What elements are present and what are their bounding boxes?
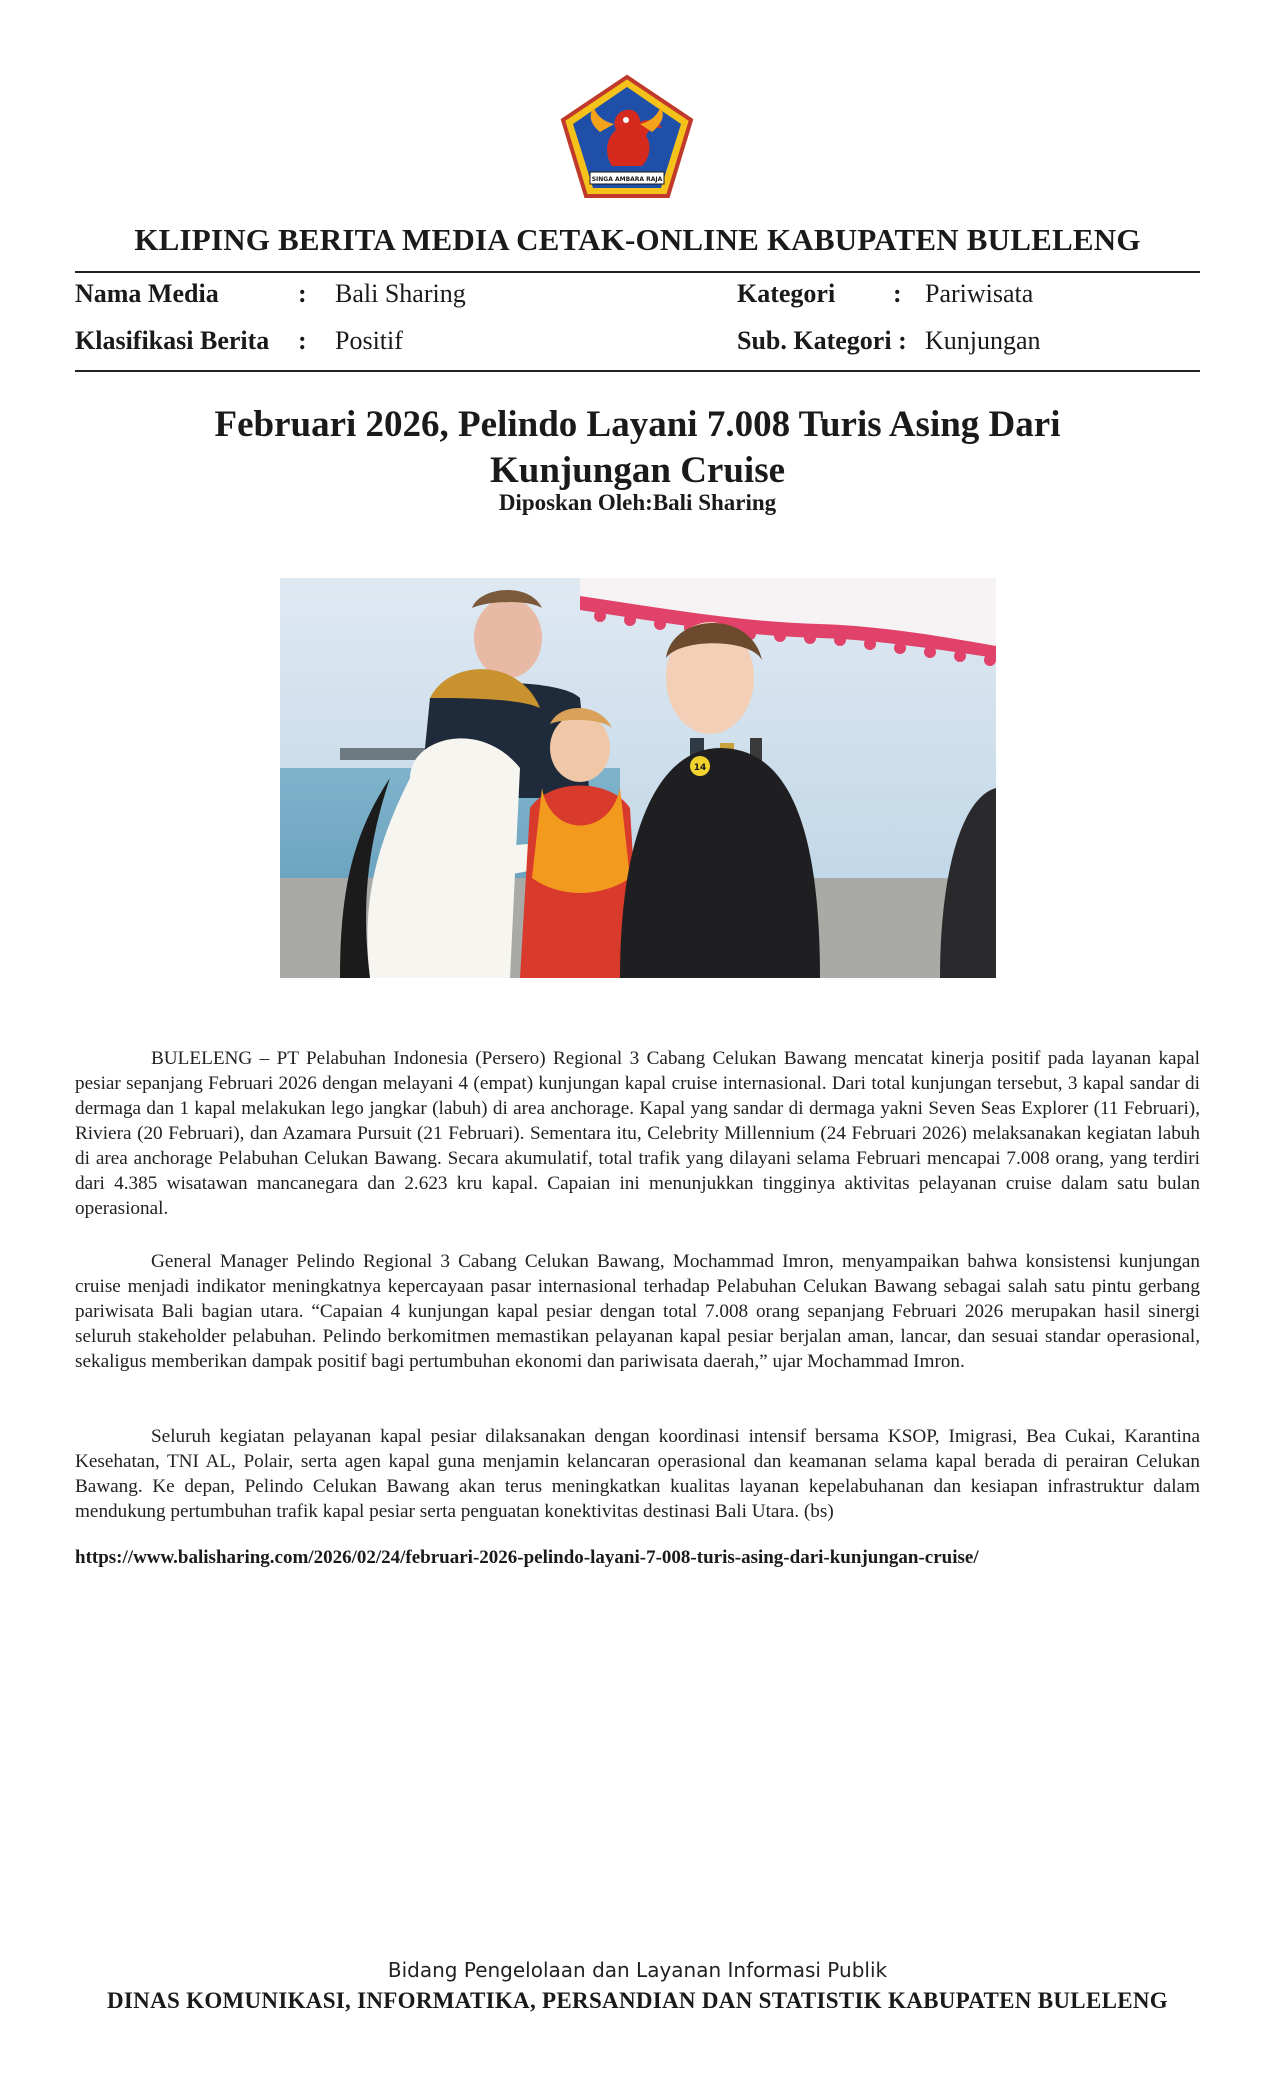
- article-title: Februari 2026, Pelindo Layani 7.008 Turis Asing Dari Kunjungan Cruise: [214, 404, 1061, 491]
- source-url: https://www.balisharing.com/2026/02/24/februari-2026-pelindo-layani-7-008-turis-asing-dari-kunjungan-cruise/: [75, 1547, 979, 1568]
- kategori-colon: :: [893, 279, 902, 308]
- kategori-label: Kategori: [737, 279, 836, 308]
- article-paragraph-1: [75, 1046, 1200, 1221]
- kategori-value: Pariwisata: [925, 279, 1034, 308]
- paragraph-text: General Manager Pelindo Regional 3 Cabang Celukan Bawang, Mochammad Imron, menyampaikan bahwa konsistensi kunjungan cruise menjadi indikator meningkatnya kepercayaan pasar internasional terhadap Pelabuhan Celukan Bawang sebagai salah satu pintu gerbang pariwisata Bali bagian utara. “Capaian 4 kunjungan kapal pesiar dengan total 7.008 orang sepanjang Februari 2026 merupakan hasil sinergi seluruh stakeholder pelabuhan. Pelindo berkomitmen memastikan pelayanan kapal pesiar berjalan aman, lancar, dan sesuai standar operasional, sekaligus memberikan dampak positif bagi pertumbuhan ekonomi dan pariwisata daerah,” ujar Mochammad Imron.: [75, 1251, 1200, 1372]
- footer-title: DINAS KOMUNIKASI, INFORMATIKA, PERSANDIAN DAN STATISTIK KABUPATEN BULELENG: [107, 1988, 1168, 2013]
- buleleng-regency-emblem: [560, 74, 694, 200]
- nama-media-value: Bali Sharing: [335, 279, 466, 308]
- paragraph-text: BULELENG – PT Pelabuhan Indonesia (Persero) Regional 3 Cabang Celukan Bawang mencatat kinerja positif pada layanan kapal pesiar sepanjang Februari 2026 dengan melayani 4 (empat) kunjungan kapal cruise internasional. Dari total kunjungan tersebut, 3 kapal sandar di dermaga dan 1 kapal melakukan lego jangkar (labuh) di area anchorage. Kapal yang sandar di dermaga yakni Seven Seas Explorer (11 Februari), Riviera (20 Februari), dan Azamara Pursuit (21 Februari). Sementara itu, Celebrity Millennium (24 Februari 2026) melaksanakan kegiatan labuh di area anchorage Pelabuhan Celukan Bawang. Secara akumulatif, total trafik yang dilayani selama Februari mencapai 7.008 orang, yang terdiri dari 4.385 wisatawan mancanegara dan 2.623 kru kapal. Capaian ini menunjukkan tingginya aktivitas pelayanan cruise dalam satu bulan operasional.: [75, 1048, 1200, 1219]
- header-bottom-rule: [75, 370, 1200, 372]
- footer-subtitle: Bidang Pengelolaan dan Layanan Informasi Publik: [387, 1958, 888, 1982]
- sub-kategori-label: Sub. Kategori :: [737, 326, 907, 355]
- sub-kategori-value: Kunjungan: [925, 326, 1041, 355]
- paragraph-text: Seluruh kegiatan pelayanan kapal pesiar dilaksanakan dengan koordinasi intensif bersama KSOP, Imigrasi, Bea Cukai, Karantina Kesehatan, TNI AL, Polair, serta agen kapal guna menjamin kelancaran operasional dan keamanan selama kapal berada di perairan Celukan Bawang. Ke depan, Pelindo Celukan Bawang akan terus meningkatkan kualitas layanan kepelabuhanan dan kesiapan infrastruktur dalam mendukung pertumbuhan trafik kapal pesiar serta penguatan konektivitas destinasi Bali Utara. (bs): [75, 1426, 1200, 1522]
- klasifikasi-colon: :: [298, 326, 307, 355]
- document-header-title: KLIPING BERITA MEDIA CETAK-ONLINE KABUPATEN BULELENG: [134, 222, 1141, 257]
- header-top-rule: [75, 271, 1200, 273]
- article-paragraph-3: [75, 1424, 1200, 1524]
- klasifikasi-value: Positif: [335, 326, 403, 355]
- article-paragraph-2: [75, 1249, 1200, 1374]
- nama-media-label: Nama Media: [75, 279, 219, 308]
- nama-media-colon: :: [298, 279, 307, 308]
- photo-badge: 14: [693, 763, 707, 773]
- article-photo: [280, 578, 996, 978]
- klasifikasi-label: Klasifikasi Berita: [75, 326, 270, 355]
- emblem-icon: [560, 74, 694, 200]
- article-byline: Diposkan Oleh:Bali Sharing: [498, 490, 777, 515]
- emblem-motto: SINGA AMBARA RAJA: [591, 176, 663, 183]
